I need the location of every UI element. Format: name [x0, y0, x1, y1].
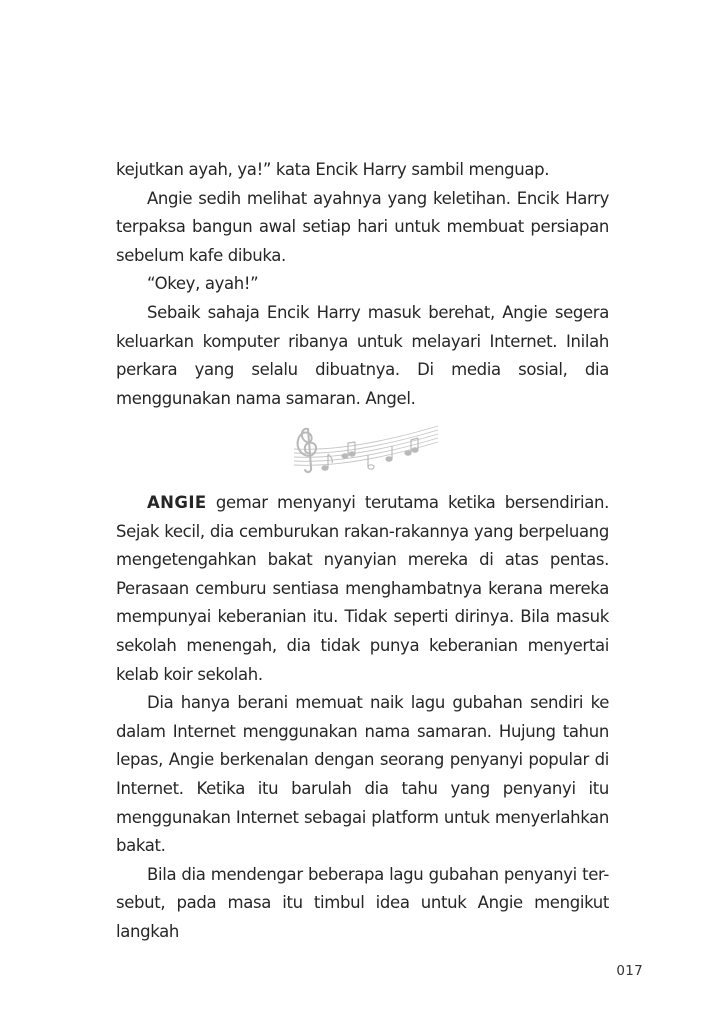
paragraph: kejutkan ayah, ya!” kata Encik Harry sambil menguap. [116, 160, 550, 179]
page-number: 017 [616, 963, 643, 979]
paragraph: “Okey, ayah!” [147, 274, 259, 294]
paragraph: Dia hanya berani memuat naik lagu gubahan sendiri ke dalam Internet menggunakan nama samaran. Hujung tahun lepas, Angie berkenalan dengan seorang penyanyi popular di Internet. Ketika itu barulah dia tahu yang penyanyi itu menggunakan Internet sebagai platform untuk menyerlahkan bakat. [116, 693, 609, 856]
paragraph: Sebaik sahaja Encik Harry masuk berehat, Angie segera keluarkan komputer ribanya untuk melayari Internet. Inilah perkara yang selalu dibuatnya. Di media sosial, dia menggunakan nama samaran. Angel. [116, 302, 609, 408]
text-section-2 [116, 489, 609, 947]
paragraph-text: gemar menyanyi terutama ketika bersendirian. Sejak kecil, dia cemburukan rakan-rakannya yang berpeluang mengetengahkan bakat nyanyian mereka di atas pentas. Perasaan cemburu sentiasa menghambatnya kerana mereka mempunyai keberanian itu. Tidak seperti dirinya. Bila masuk sekolah menengah, dia tidak punya keberanian menyertai kelab koir sekolah. [116, 493, 609, 684]
paragraph [116, 489, 609, 689]
paragraph: Angie sedih melihat ayahnya yang keletihan. Encik Harry terpaksa bangun awal setiap hari untuk membuat persiapan sebelum kafe dibuka. [116, 188, 609, 265]
paragraph: Bila dia mendengar beberapa lagu gubahan penyanyi ter-sebut, pada masa itu timbul idea untuk Angie mengikut langkah [116, 864, 609, 941]
text-section-1 [116, 156, 609, 413]
lead-word: ANGIE [147, 493, 207, 512]
music-staff-ornament-icon [286, 421, 442, 475]
